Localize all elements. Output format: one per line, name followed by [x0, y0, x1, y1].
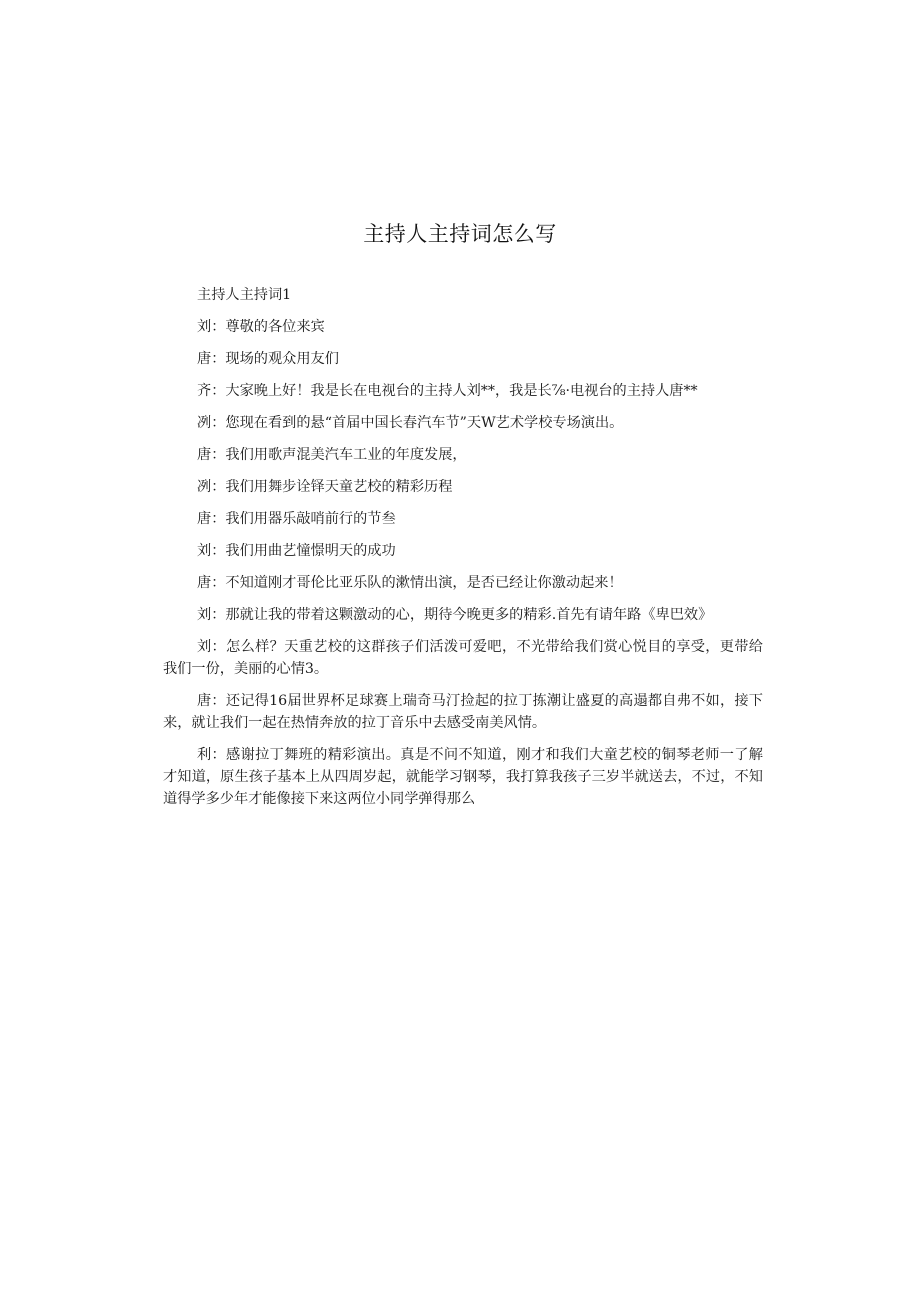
section-heading: 主持人主持词1 [197, 287, 292, 303]
document-title: 主持人主持词怎么写 [363, 222, 557, 246]
dialogue-line: 冽：我们用舞步诠铎天童艺校的精彩历程 [197, 479, 453, 495]
dialogue-line: 刘：尊敬的各位来宾 [197, 319, 325, 335]
dialogue-line: 刘：我们用曲艺憧憬明天的成功 [197, 543, 396, 559]
document-body [163, 284, 763, 820]
dialogue-line: 刘：怎么样？天重艺校的这群孩子们活泼可爱吧，不光带给我们赏心悦目的享受，更带给我们一份，美丽的心情3。 [163, 639, 763, 677]
dialogue-line: 唐：还记得16届世界杯足球赛上瑞奇马汀捡起的拉丁拣潮让盛夏的高遢都自弗不如，接下来，就让我们一起在热情奔放的拉丁音乐中去感受南美风情。 [163, 693, 763, 731]
dialogue-line: 唐：我们用器乐敲哨前行的节叁 [197, 511, 396, 527]
dialogue-line: 刘：那就让我的带着这颗激动的心，期待今晚更多的精彩.首先有请年路《卑巴效》 [197, 607, 713, 623]
dialogue-line: 唐：现场的观众用友们 [197, 351, 339, 367]
dialogue-line: 利：感谢拉丁舞班的精彩演出。真是不问不知道，刚才和我们大童艺校的铜琴老师一了解才知道，原生孩子基本上从四周岁起，就能学习钢琴，我打算我孩子三岁半就送去，不过，不知道得学多少年才能像接下来这两位小同学弹得那么 [163, 747, 763, 807]
dialogue-line: 冽：您现在看到的悬“首届中国长春汽车节”天W艺术学校专场演出。 [197, 415, 624, 431]
dialogue-line: 唐：我们用歌声混美汽车工业的年度发展， [197, 447, 467, 463]
dialogue-line: 唐：不知道刚才哥伦比亚乐队的漱情出演，是否已经让你激动起来！ [197, 575, 623, 591]
dialogue-line: 齐：大家晚上好！我是长在电视台的主持人刘**，我是长⅞·电视台的主持人唐** [197, 383, 698, 399]
